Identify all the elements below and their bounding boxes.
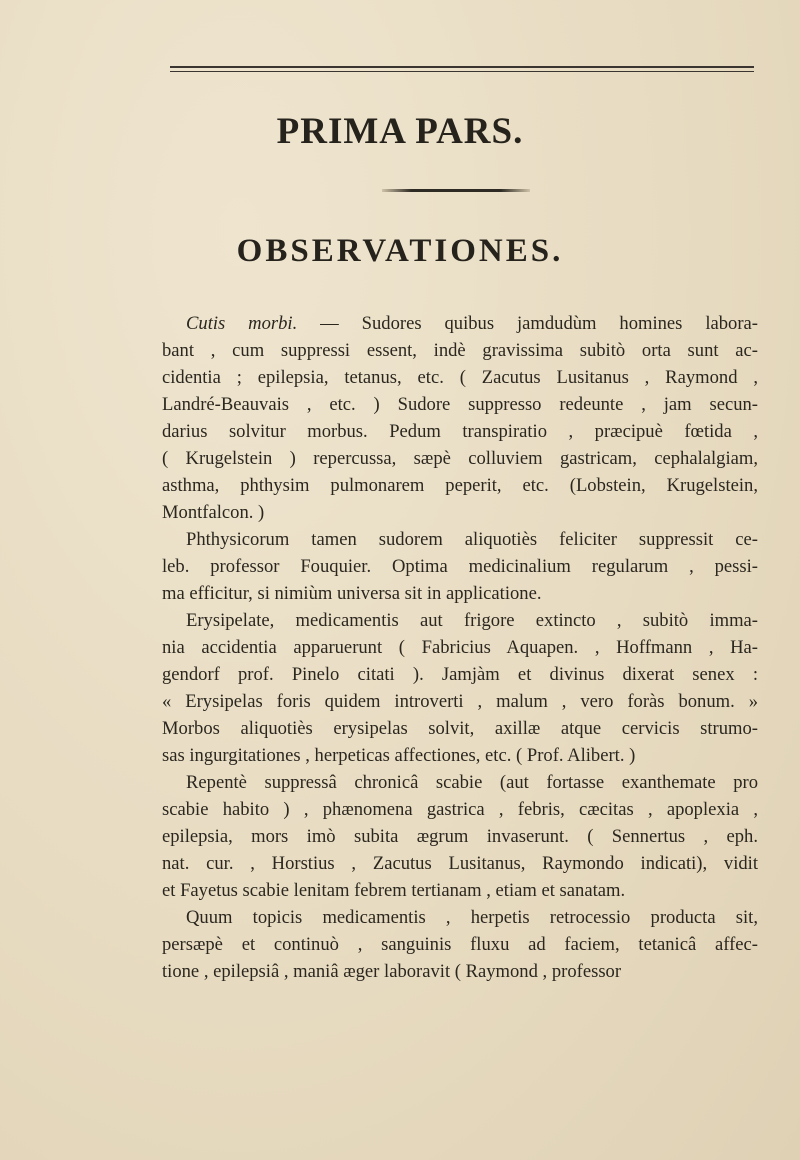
paragraph (162, 310, 758, 526)
text-line: Repentè suppressâ chronicâ scabie (aut fortasse exanthemate pro (186, 772, 758, 793)
text-line: « Erysipelas foris quidem introverti , malum , vero foràs bonum. » (162, 691, 758, 712)
paragraph (162, 526, 758, 607)
paragraph (162, 904, 758, 985)
text-line: nat. cur. , Horstius , Zacutus Lusitanus, Raymondo indicati), vidit (162, 853, 758, 874)
top-double-rule (170, 66, 754, 72)
text-line: Montfalcon. ) (162, 502, 265, 523)
text-line: Erysipelate, medicamentis aut frigore extincto , subitò imma- (186, 610, 758, 631)
paragraph (162, 769, 758, 904)
text-line: cidentia ; epilepsia, tetanus, etc. ( Zacutus Lusitanus , Raymond , (162, 367, 758, 388)
text-line: asthma, phthysim pulmonarem peperit, etc. (Lobstein, Krugelstein, (162, 475, 758, 496)
text-line: Landré-Beauvais , etc. ) Sudore suppresso redeunte , jam secun- (162, 394, 758, 415)
text-line: gendorf prof. Pinelo citati ). Jamjàm et divinus dixerat senex : (162, 664, 758, 685)
paragraph (162, 607, 758, 769)
section-title: OBSERVATIONES. (236, 233, 564, 269)
part-title: PRIMA PARS. (276, 111, 524, 152)
text-line: nia accidentia apparuerunt ( Fabricius Aquapen. , Hoffmann , Ha- (162, 637, 758, 658)
text-line: bant , cum suppressi essent, indè gravissima subitò orta sunt ac- (162, 340, 758, 361)
text-line: leb. professor Fouquier. Optima medicinalium regularum , pessi- (162, 556, 758, 577)
section-divider (382, 189, 530, 192)
text-line: Quum topicis medicamentis , herpetis retrocessio producta sit, (186, 907, 758, 928)
text-line: epilepsia, mors imò subita ægrum invaserunt. ( Sennertus , eph. (162, 826, 758, 847)
topic-label: Cutis morbi. (186, 313, 298, 334)
text-line: tione , epilepsiâ , maniâ æger laboravit ( Raymond , professor (162, 961, 622, 982)
body-text (162, 310, 758, 985)
text-line: sas ingurgitationes , herpeticas affectiones, etc. ( Prof. Alibert. ) (162, 745, 636, 766)
text-line: darius solvitur morbus. Pedum transpiratio , præcipuè fœtida , (162, 421, 758, 442)
text-line: scabie habito ) , phænomena gastrica , febris, cæcitas , apoplexia , (162, 799, 758, 820)
text-line: ( Krugelstein ) repercussa, sæpè colluviem gastricam, cephalalgiam, (162, 448, 758, 469)
text-line: Phthysicorum tamen sudorem aliquotiès feliciter suppressit ce- (186, 529, 758, 550)
text-line: Morbos aliquotiès erysipelas solvit, axillæ atque cervicis strumo- (162, 718, 758, 739)
text-line: ma efficitur, si nimiùm universa sit in applicatione. (162, 583, 542, 604)
text-line: et Fayetus scabie lenitam febrem tertianam , etiam et sanatam. (162, 880, 626, 901)
text-line: persæpè et continuò , sanguinis fluxu ad faciem, tetanicâ affec- (162, 934, 758, 955)
text-line: Cutis morbi. — Sudores quibus jamdudùm homines labora- (186, 313, 758, 334)
